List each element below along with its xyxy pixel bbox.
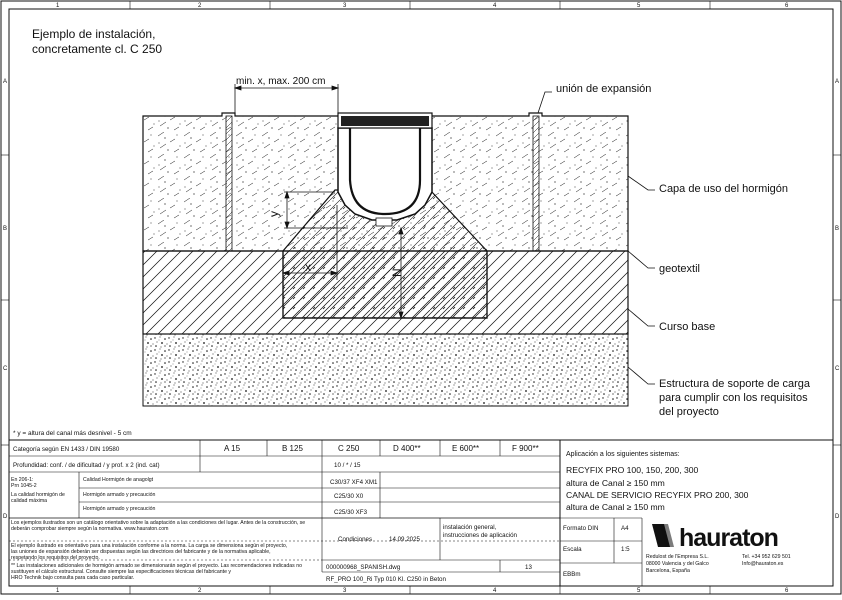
concrete-row-2-value: C25/30 X0 xyxy=(334,493,364,500)
concrete-row-2-label: Hormigón armado y precaución xyxy=(83,492,156,498)
callout-structure-line-1: Estructura de soporte de carga xyxy=(659,378,811,390)
grate-bar xyxy=(341,116,429,126)
grid-row-d-right: D xyxy=(835,514,840,520)
grid-row-a-right: A xyxy=(835,79,840,85)
class-e600: E 600** xyxy=(452,444,480,453)
note-line-8: HRO Technik bajo consulta para cada caso particular. xyxy=(11,575,135,581)
grid-row-b-right: B xyxy=(835,226,840,232)
dimension-x-label: x xyxy=(305,260,311,274)
callout-expansion-joint: unión de expansión xyxy=(556,83,652,95)
grid-col-2-bottom: 2 xyxy=(198,588,202,594)
grid-col-2: 2 xyxy=(198,3,202,9)
bedding-lower xyxy=(283,251,487,318)
grid-col-1: 1 xyxy=(56,3,60,9)
application-title: Aplicación a los siguientes sistemas: xyxy=(566,451,680,458)
side-standard-2: Prn 1045-2 xyxy=(11,483,37,489)
scale-value: 1:5 xyxy=(621,546,630,553)
installation-line-2: instrucciones de aplicación xyxy=(443,532,517,539)
note-line-1: Los ejemplos ilustrados son un catálogo orientativo sobre la adaptación a las condiciones del lugar. Antes de la construcción, se xyxy=(11,520,306,526)
dimension-top-label: min. x, max. 200 cm xyxy=(236,76,326,87)
callout-base-course: Curso base xyxy=(659,321,716,333)
concrete-row-3-label: Hormigón armado y precaución xyxy=(83,506,156,512)
file-name: 000000968_SPANISH.dwg xyxy=(326,564,401,571)
note-line-5: respetando los requisitos del proyecto. xyxy=(11,555,100,561)
category-label: Categoría según EN 1433 / DIN 19580 xyxy=(13,446,120,453)
note-line-2: deberán comprobar siempre según la normativa. www.hauraton.com xyxy=(11,526,169,532)
class-b125: B 125 xyxy=(282,444,303,453)
row1-label: Profundidad: conf. / de dificultad / y prof. x 2 (ind. cat) xyxy=(13,462,160,469)
concrete-row-1-label: Calidad Hormigón de anagolgt xyxy=(83,477,154,483)
drainage-channel xyxy=(338,113,432,226)
grid-row-c-right: C xyxy=(835,366,840,372)
dimension-y-label: y xyxy=(267,211,281,217)
application-line-3: CANAL DE SERVICIO RECYFIX PRO 200, 300 xyxy=(566,490,749,500)
grid-col-3: 3 xyxy=(343,3,347,9)
callout-geotextile: geotextil xyxy=(659,263,700,275)
drawing-title-line-2: concretamente cl. C 250 xyxy=(32,42,163,56)
drawing-name: RF_PRO 100_Ri Typ 010 Kl. C250 in Beton xyxy=(326,576,446,583)
hauraton-logo xyxy=(652,524,778,552)
grid-col-5: 5 xyxy=(637,3,641,9)
installation-line-1: instalación general, xyxy=(443,524,497,531)
note-line-7: sustituyen el cálculo estructural. Consulte siempre las especificaciones técnicas del fabricante y xyxy=(11,569,232,575)
conditions-label: Condiciones xyxy=(338,536,373,543)
sheet-number: 13 xyxy=(525,564,532,571)
class-c250: C 250 xyxy=(338,444,360,453)
grid-col-6-bottom: 6 xyxy=(785,588,789,594)
callout-wear-layer: Capa de uso del hormigón xyxy=(659,183,789,195)
grid-col-5-bottom: 5 xyxy=(637,588,641,594)
application-line-1: RECYFIX PRO 100, 150, 200, 300 xyxy=(566,465,699,475)
grid-row-d: D xyxy=(3,514,8,520)
phone: Tel. +34 952 629 501 xyxy=(742,554,791,560)
format-label: Formato DIN xyxy=(563,525,599,532)
application-line-4: altura de Canal ≥ 150 mm xyxy=(566,502,665,512)
note-line-4: las uniones de expansión deberán ser dispuestas según las directrices del fabricante y de la normativa aplicable, xyxy=(11,549,271,555)
scale-label: Escala xyxy=(563,546,582,553)
grid-col-3-bottom: 3 xyxy=(343,588,347,594)
address-line-3: Barcelona, España xyxy=(646,568,690,574)
class-d400: D 400** xyxy=(393,444,421,453)
callout-structure-line-2: para cumplir con los requisitos xyxy=(659,392,808,404)
side-standard-4: calidad máxima xyxy=(11,498,48,504)
grid-row-b: B xyxy=(3,226,8,232)
class-f900: F 900** xyxy=(512,444,539,453)
address-line-2: 08000 Valencia y del Galco xyxy=(646,561,709,567)
grid-col-1-bottom: 1 xyxy=(56,588,60,594)
expansion-joint-right xyxy=(533,116,539,251)
application-line-2: altura de Canal ≥ 150 mm xyxy=(566,478,665,488)
callout-structure-line-3: del proyecto xyxy=(659,406,719,418)
dimension-n-label: N xyxy=(390,268,404,277)
class-a15: A 15 xyxy=(224,444,241,453)
address-line-1: Redulost de l'Empresa S.L. xyxy=(646,554,709,560)
grid-col-6: 6 xyxy=(785,3,789,9)
grid-row-c: C xyxy=(3,366,8,372)
grid-row-a: A xyxy=(3,79,8,85)
email: Info@hauraton.es xyxy=(742,561,784,567)
expansion-joint-left xyxy=(226,116,232,251)
drawing-title-line-1: Ejemplo de instalación, xyxy=(32,27,156,41)
format-value: A4 xyxy=(621,525,629,532)
brand-wordmark: hauraton xyxy=(679,524,778,552)
row1-value: 10 / * / 15 xyxy=(334,462,361,469)
grid-col-4: 4 xyxy=(493,3,497,9)
note-line-6: ** Las instalaciones adicionales de hormigón armado se dimensionarán según el proyecto. Las recomendaciones indicadas no xyxy=(11,563,302,569)
concrete-row-1-value: C30/37 XF4 XM1 xyxy=(330,479,378,486)
support-structure xyxy=(143,334,628,406)
concrete-row-3-value: C25/30 XF3 xyxy=(334,509,368,516)
side-standard-1: En 206-1: xyxy=(11,477,34,483)
side-standard-3: La calidad hormigón de xyxy=(11,492,65,498)
grid-col-4-bottom: 4 xyxy=(493,588,497,594)
drawing-code: EBBm xyxy=(563,571,581,578)
date: 14.09.2025 xyxy=(389,536,420,543)
footnote: * y = altura del canal más desnivel - 5 cm xyxy=(13,430,132,437)
note-line-3: El ejemplo ilustrado es orientativo para una instalación conforme a la norma. La carga se dimensiona según el proyecto, xyxy=(11,543,288,549)
